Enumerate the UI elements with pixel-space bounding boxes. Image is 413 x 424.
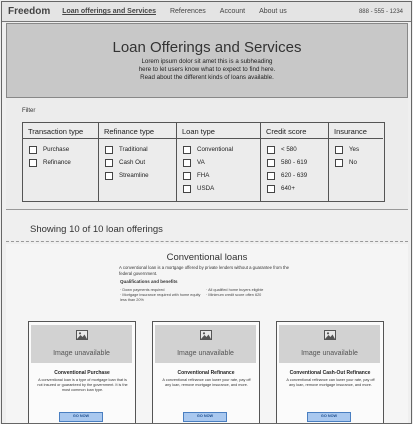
qualification-item: · Minimum credit score often 620 xyxy=(206,293,291,298)
checkbox[interactable] xyxy=(267,172,275,180)
results-count: Showing 10 of 10 loan offerings xyxy=(30,224,163,235)
option-label: Purchase xyxy=(43,146,70,153)
image-unavailable-label: Image unavailable xyxy=(53,350,110,357)
checkbox[interactable] xyxy=(105,172,113,180)
card-title: Conventional Cash-Out Refinance xyxy=(289,370,371,376)
qualifications-list-left xyxy=(120,288,205,303)
option-label: Refinance xyxy=(43,159,71,166)
filter-option-va[interactable] xyxy=(183,156,260,169)
hero-line-1: Lorem ipsum dolor sit amet this is a subheading xyxy=(141,58,273,65)
filter-table xyxy=(22,122,385,202)
section-title: Conventional loans xyxy=(166,252,248,263)
option-label: Cash Out xyxy=(119,159,146,166)
option-label: No xyxy=(349,159,357,166)
nav-link-account[interactable]: Account xyxy=(219,8,246,15)
checkbox[interactable] xyxy=(335,159,343,167)
checkbox[interactable] xyxy=(105,159,113,167)
checkbox[interactable] xyxy=(183,146,191,154)
image-icon xyxy=(200,330,212,340)
card-title: Conventional Refinance xyxy=(177,370,235,376)
card-title: Conventional Purchase xyxy=(54,370,110,376)
filter-option-usda[interactable] xyxy=(183,182,260,195)
filter-option-purchase[interactable] xyxy=(29,143,98,156)
top-nav xyxy=(2,2,411,22)
checkbox[interactable] xyxy=(267,185,275,193)
qualifications-title: Qualifications and benefits xyxy=(120,279,178,284)
option-label: Yes xyxy=(349,146,360,153)
filter-option-refinance[interactable] xyxy=(29,156,98,169)
filter-option-640-plus[interactable] xyxy=(267,182,328,195)
loan-card-conventional-purchase[interactable] xyxy=(28,321,136,424)
nav-link-loan-offerings[interactable]: Loan offerings and Services xyxy=(62,8,156,15)
page-frame xyxy=(1,1,412,424)
checkbox[interactable] xyxy=(105,146,113,154)
loan-card-conventional-cash-out-refinance[interactable] xyxy=(276,321,384,424)
results-section xyxy=(6,244,408,424)
option-label: USDA xyxy=(197,185,215,192)
loan-card-conventional-refinance[interactable] xyxy=(152,321,260,424)
filter-heading: Insurance xyxy=(329,123,383,139)
image-icon xyxy=(76,330,88,340)
option-label: VA xyxy=(197,159,205,166)
filter-option-620-639[interactable] xyxy=(267,169,328,182)
card-description: A conventional loan is a type of mortgage loan that is not insured or guaranteed by the government. It is the most common loan type. xyxy=(37,378,128,392)
go-now-button[interactable]: GO NOW xyxy=(183,412,227,422)
checkbox[interactable] xyxy=(335,146,343,154)
page-title: Loan Offerings and Services xyxy=(112,39,302,56)
card-image-placeholder xyxy=(31,325,132,363)
option-label: < 580 xyxy=(281,146,297,153)
filter-title: Filter xyxy=(22,108,36,114)
option-label: Conventional xyxy=(197,146,234,153)
checkbox[interactable] xyxy=(183,159,191,167)
nav-link-about-us[interactable]: About us xyxy=(259,8,287,15)
filter-column-insurance xyxy=(329,123,383,201)
filter-option-under-580[interactable] xyxy=(267,143,328,156)
card-description: A conventional refinance can lower your rate, pay off any loan, remove mortgage insurance, and more. xyxy=(162,378,251,387)
card-image-placeholder xyxy=(279,325,380,363)
checkbox[interactable] xyxy=(267,159,275,167)
qualification-item: · All qualified home buyers eligible xyxy=(206,288,291,293)
filter-option-fha[interactable] xyxy=(183,169,260,182)
hero-subheading xyxy=(7,58,407,81)
filter-column-refinance-type xyxy=(99,123,177,201)
image-unavailable-label: Image unavailable xyxy=(177,350,234,357)
filter-column-loan-type xyxy=(177,123,261,201)
filter-option-cash-out[interactable] xyxy=(105,156,176,169)
qualifications-list-right xyxy=(206,288,291,298)
option-label: 580 - 619 xyxy=(281,159,308,166)
hero-line-2: here to let users know what to expect to find here. xyxy=(138,65,276,73)
qualification-item: · Mortgage insurance required with home equity less than 20% xyxy=(120,293,205,303)
option-label: 620 - 639 xyxy=(281,172,308,179)
image-icon xyxy=(324,330,336,340)
section-divider xyxy=(6,241,408,242)
checkbox[interactable] xyxy=(267,146,275,154)
go-now-button[interactable]: GO NOW xyxy=(59,412,103,422)
filter-option-streamline[interactable] xyxy=(105,169,176,182)
filter-option-no[interactable] xyxy=(335,156,383,169)
option-label: 640+ xyxy=(281,185,295,192)
option-label: Streamline xyxy=(119,172,149,179)
phone-number: 888 - 555 - 1234 xyxy=(358,8,403,15)
qualification-item: · Down payments required xyxy=(120,288,205,293)
hero-line-3: Read about the different kinds of loans available. xyxy=(140,73,274,81)
filter-heading: Transaction type xyxy=(23,123,98,139)
filter-column-credit-score xyxy=(261,123,329,201)
section-description: A conventional loan is a mortgage offered by private lenders without a guarantee from the federal government. xyxy=(119,265,289,276)
brand-logo[interactable]: Freedom xyxy=(8,6,51,17)
filter-heading: Credit score xyxy=(261,123,328,139)
filter-option-yes[interactable] xyxy=(335,143,383,156)
nav-link-references[interactable]: References xyxy=(169,8,206,15)
card-image-placeholder xyxy=(155,325,256,363)
filter-heading: Refinance type xyxy=(99,123,176,139)
hero-banner xyxy=(6,23,408,98)
image-unavailable-label: Image unavailable xyxy=(301,350,358,357)
card-description: A conventional refinance can lower your rate, pay off any loan, remove mortgage insurance, and more. xyxy=(286,378,375,387)
filter-panel xyxy=(6,98,408,210)
go-now-button[interactable]: GO NOW xyxy=(307,412,351,422)
filter-option-traditional[interactable] xyxy=(105,143,176,156)
option-label: FHA xyxy=(197,172,210,179)
filter-heading: Loan type xyxy=(177,123,260,139)
filter-column-transaction-type xyxy=(23,123,99,201)
checkbox[interactable] xyxy=(29,159,37,167)
checkbox[interactable] xyxy=(183,185,191,193)
option-label: Traditional xyxy=(119,146,148,153)
checkbox[interactable] xyxy=(29,146,37,154)
checkbox[interactable] xyxy=(183,172,191,180)
filter-option-conventional[interactable] xyxy=(183,143,260,156)
filter-option-580-619[interactable] xyxy=(267,156,328,169)
